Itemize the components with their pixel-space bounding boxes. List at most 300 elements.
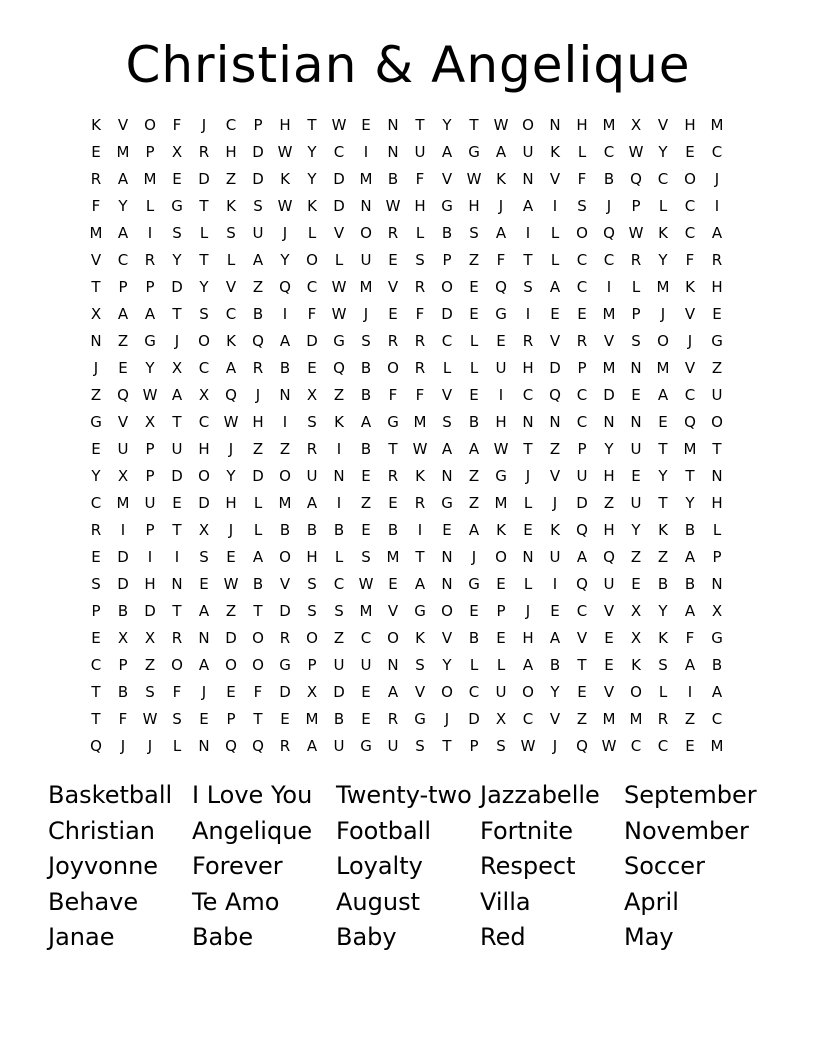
word-list-item: Christian <box>48 816 156 845</box>
grid-letter: P <box>577 440 587 458</box>
grid-letter: R <box>198 143 210 161</box>
grid-letter: O <box>252 656 264 674</box>
grid-letter: W <box>142 386 158 404</box>
grid-letter: K <box>334 413 344 431</box>
grid-letter: Y <box>442 116 452 134</box>
grid-letter: K <box>307 197 317 215</box>
grid-letter: A <box>522 656 534 674</box>
grid-letter: E <box>280 710 290 728</box>
word-list-item: Red <box>480 923 526 951</box>
grid-letter: E <box>172 170 182 188</box>
grid-letter: J <box>228 521 234 539</box>
grid-letter: O <box>522 683 534 701</box>
grid-letter: F <box>91 197 101 215</box>
grid-letter: R <box>144 251 156 269</box>
grid-letter: C <box>333 143 345 161</box>
grid-letter: S <box>361 548 371 566</box>
grid-letter: Z <box>333 629 345 647</box>
grid-letter: Q <box>225 737 237 755</box>
grid-letter: T <box>91 683 101 701</box>
grid-letter: A <box>279 332 291 350</box>
grid-letter: N <box>198 737 210 755</box>
grid-letter: D <box>576 494 588 512</box>
grid-letter: A <box>117 224 129 242</box>
grid-letter: F <box>685 251 695 269</box>
grid-letter: B <box>360 440 372 458</box>
grid-letter: Z <box>225 602 237 620</box>
grid-letter: L <box>658 197 668 215</box>
grid-letter: U <box>630 440 642 458</box>
grid-letter: V <box>603 683 615 701</box>
grid-letter: Q <box>576 575 588 593</box>
grid-letter: N <box>441 548 453 566</box>
grid-letter: C <box>657 170 669 188</box>
grid-letter: U <box>522 143 534 161</box>
word-list-item: Angelique <box>192 816 313 845</box>
grid-letter: B <box>306 521 318 539</box>
grid-letter: B <box>441 224 453 242</box>
grid-letter: C <box>684 224 696 242</box>
grid-letter: V <box>414 683 426 701</box>
grid-letter: U <box>495 683 507 701</box>
word-list-item: May <box>624 923 674 951</box>
grid-letter: S <box>469 224 479 242</box>
grid-letter: M <box>683 440 697 458</box>
grid-letter: T <box>307 116 317 134</box>
grid-letter: J <box>93 359 99 377</box>
grid-letter: M <box>89 224 103 242</box>
grid-letter: Q <box>684 413 696 431</box>
grid-letter: Z <box>360 494 372 512</box>
grid-letter: U <box>171 440 183 458</box>
grid-letter: E <box>199 710 209 728</box>
grid-letter: D <box>252 170 264 188</box>
grid-letter: M <box>494 494 508 512</box>
grid-letter: T <box>415 116 425 134</box>
grid-letter: S <box>172 224 182 242</box>
grid-letter: O <box>657 332 669 350</box>
grid-letter: A <box>576 548 588 566</box>
grid-letter: S <box>307 413 317 431</box>
grid-letter: E <box>361 467 371 485</box>
grid-letter: P <box>631 197 641 215</box>
grid-letter: D <box>441 305 453 323</box>
grid-letter: W <box>601 737 617 755</box>
grid-letter: O <box>576 224 588 242</box>
grid-letter: O <box>225 656 237 674</box>
grid-letter: J <box>282 224 288 242</box>
grid-letter: Q <box>495 278 507 296</box>
grid-letter: M <box>143 170 157 188</box>
grid-letter: C <box>522 386 534 404</box>
grid-letter: P <box>577 359 587 377</box>
grid-letter: E <box>91 629 101 647</box>
grid-letter: F <box>496 251 506 269</box>
grid-letter: N <box>711 575 723 593</box>
grid-letter: U <box>117 440 129 458</box>
grid-letter: Z <box>684 710 696 728</box>
grid-letter: M <box>602 359 616 377</box>
grid-letter: L <box>523 575 533 593</box>
grid-letter: C <box>576 278 588 296</box>
grid-letter: L <box>550 224 560 242</box>
grid-letter: N <box>711 467 723 485</box>
grid-letter: Y <box>145 359 155 377</box>
grid-letter: A <box>252 251 264 269</box>
grid-letter: P <box>469 737 479 755</box>
grid-letter: E <box>199 575 209 593</box>
grid-letter: H <box>495 413 507 431</box>
grid-letter: Z <box>90 386 102 404</box>
grid-letter: G <box>171 197 183 215</box>
grid-letter: V <box>333 224 345 242</box>
grid-letter: L <box>658 683 668 701</box>
grid-letter: Z <box>657 548 669 566</box>
grid-letter: H <box>684 116 696 134</box>
grid-letter: U <box>333 737 345 755</box>
grid-letter: A <box>117 170 129 188</box>
grid-letter: G <box>468 143 480 161</box>
grid-letter: Y <box>91 467 101 485</box>
word-list-item: November <box>624 816 749 845</box>
grid-letter: T <box>172 521 182 539</box>
grid-letter: P <box>145 278 155 296</box>
grid-letter: Y <box>442 656 452 674</box>
grid-letter: L <box>577 143 587 161</box>
grid-letter: Z <box>468 467 480 485</box>
grid-letter: B <box>468 413 480 431</box>
grid-letter: A <box>252 548 264 566</box>
grid-letter: X <box>198 386 210 404</box>
grid-letter: A <box>522 197 534 215</box>
grid-letter: V <box>117 413 129 431</box>
grid-letter: S <box>442 413 452 431</box>
grid-letter: T <box>172 413 182 431</box>
grid-letter: Z <box>252 278 264 296</box>
grid-letter: N <box>387 116 399 134</box>
grid-letter: W <box>331 116 347 134</box>
grid-letter: M <box>602 116 616 134</box>
grid-letter: C <box>198 413 210 431</box>
grid-letter: X <box>306 386 318 404</box>
grid-letter: N <box>279 386 291 404</box>
grid-letter: C <box>522 710 534 728</box>
grid-letter: D <box>144 602 156 620</box>
grid-letter: G <box>711 629 723 647</box>
grid-letter: E <box>712 305 722 323</box>
grid-letter: Z <box>630 548 642 566</box>
grid-letter: B <box>117 602 129 620</box>
grid-letter: H <box>711 494 723 512</box>
word-list-item: August <box>336 887 420 916</box>
grid-letter: D <box>333 170 345 188</box>
grid-letter: X <box>171 359 183 377</box>
grid-letter: I <box>552 197 558 215</box>
grid-letter: Q <box>603 548 615 566</box>
grid-letter: B <box>549 656 561 674</box>
grid-letter: R <box>711 251 723 269</box>
grid-letter: O <box>171 656 183 674</box>
grid-letter: H <box>603 467 615 485</box>
grid-letter: F <box>118 710 128 728</box>
grid-letter: C <box>225 305 237 323</box>
grid-letter: T <box>91 278 101 296</box>
grid-letter: V <box>387 278 399 296</box>
grid-letter: L <box>172 737 182 755</box>
grid-letter: B <box>117 683 129 701</box>
grid-letter: Z <box>279 440 291 458</box>
word-list-item: Jazzabelle <box>480 781 600 809</box>
grid-letter: N <box>522 548 534 566</box>
grid-letter: N <box>171 575 183 593</box>
grid-letter: E <box>577 683 587 701</box>
grid-letter: A <box>414 575 426 593</box>
grid-letter: X <box>630 629 642 647</box>
grid-letter: U <box>387 737 399 755</box>
grid-letter: Y <box>685 494 695 512</box>
grid-letter: D <box>198 494 210 512</box>
grid-letter: I <box>714 197 720 215</box>
grid-letter: K <box>550 521 560 539</box>
grid-letter: J <box>201 116 207 134</box>
grid-letter: M <box>602 710 616 728</box>
grid-letter: J <box>228 440 234 458</box>
grid-letter: E <box>496 332 506 350</box>
grid-letter: A <box>549 278 561 296</box>
grid-letter: J <box>471 548 477 566</box>
grid-letter: E <box>604 629 614 647</box>
grid-letter: L <box>496 656 506 674</box>
grid-letter: N <box>360 197 372 215</box>
grid-letter: R <box>414 494 426 512</box>
word-list-item: Janae <box>48 923 115 951</box>
grid-letter: R <box>90 170 102 188</box>
grid-letter: C <box>225 116 237 134</box>
grid-letter: O <box>441 602 453 620</box>
grid-letter: H <box>225 494 237 512</box>
grid-letter: A <box>441 143 453 161</box>
grid-letter: L <box>226 251 236 269</box>
grid-letter: E <box>388 494 398 512</box>
grid-letter: O <box>441 683 453 701</box>
grid-letter: C <box>711 143 723 161</box>
grid-letter: Q <box>90 737 102 755</box>
grid-letter: I <box>498 386 504 404</box>
grid-letter: D <box>252 143 264 161</box>
grid-letter: H <box>225 143 237 161</box>
grid-letter: E <box>172 494 182 512</box>
grid-letter: P <box>145 440 155 458</box>
grid-letter: P <box>118 278 128 296</box>
grid-letter: C <box>576 386 588 404</box>
grid-letter: B <box>468 629 480 647</box>
grid-letter: T <box>469 116 479 134</box>
grid-letter: E <box>91 440 101 458</box>
grid-letter: D <box>333 683 345 701</box>
grid-letter: V <box>603 602 615 620</box>
grid-letter: R <box>279 737 291 755</box>
grid-letter: S <box>658 656 668 674</box>
grid-letter: I <box>525 224 531 242</box>
grid-letter: E <box>550 305 560 323</box>
grid-letter: V <box>549 332 561 350</box>
grid-letter: G <box>144 332 156 350</box>
grid-letter: L <box>550 251 560 269</box>
grid-letter: T <box>577 656 587 674</box>
grid-letter: Q <box>576 521 588 539</box>
grid-letter: N <box>522 413 534 431</box>
grid-letter: X <box>630 116 642 134</box>
grid-letter: C <box>90 494 102 512</box>
word-list-item: Villa <box>480 887 531 916</box>
grid-letter: S <box>631 332 641 350</box>
grid-letter: W <box>385 197 401 215</box>
grid-letter: K <box>631 656 641 674</box>
grid-letter: W <box>493 440 509 458</box>
grid-letter: J <box>201 683 207 701</box>
grid-letter: E <box>658 413 668 431</box>
grid-letter: K <box>226 332 236 350</box>
grid-letter: B <box>333 710 345 728</box>
grid-letter: K <box>658 521 668 539</box>
word-list-item: Baby <box>336 923 397 951</box>
grid-letter: Z <box>576 710 588 728</box>
grid-letter: A <box>225 359 237 377</box>
grid-letter: A <box>198 602 210 620</box>
grid-letter: Q <box>333 359 345 377</box>
grid-letter: N <box>441 575 453 593</box>
grid-letter: B <box>279 521 291 539</box>
grid-letter: R <box>657 710 669 728</box>
grid-letter: N <box>549 116 561 134</box>
grid-letter: B <box>333 521 345 539</box>
grid-letter: R <box>414 359 426 377</box>
grid-letter: S <box>415 251 425 269</box>
grid-letter: P <box>91 602 101 620</box>
grid-letter: H <box>576 116 588 134</box>
grid-letter: H <box>279 116 291 134</box>
grid-letter: I <box>174 548 180 566</box>
grid-letter: G <box>495 305 507 323</box>
grid-letter: Q <box>603 224 615 242</box>
grid-letter: E <box>388 305 398 323</box>
grid-letter: X <box>117 467 129 485</box>
grid-letter: A <box>495 143 507 161</box>
grid-letter: A <box>684 602 696 620</box>
grid-letter: E <box>307 359 317 377</box>
grid-letter: M <box>710 737 724 755</box>
grid-letter: G <box>441 494 453 512</box>
grid-letter: R <box>252 359 264 377</box>
grid-letter: W <box>412 440 428 458</box>
word-list-item: Babe <box>192 923 254 951</box>
grid-letter: Q <box>225 386 237 404</box>
grid-letter: J <box>525 467 531 485</box>
grid-letter: G <box>468 575 480 593</box>
grid-letter: B <box>252 305 264 323</box>
grid-letter: O <box>360 224 372 242</box>
grid-letter: A <box>306 737 318 755</box>
grid-letter: A <box>441 440 453 458</box>
grid-letter: X <box>630 602 642 620</box>
grid-letter: E <box>118 359 128 377</box>
grid-letter: D <box>468 710 480 728</box>
grid-letter: C <box>603 143 615 161</box>
grid-letter: I <box>606 278 612 296</box>
grid-letter: T <box>388 440 398 458</box>
grid-letter: P <box>145 467 155 485</box>
grid-letter: I <box>336 440 342 458</box>
grid-letter: R <box>387 332 399 350</box>
grid-letter: N <box>603 413 615 431</box>
grid-letter: N <box>522 170 534 188</box>
grid-letter: Q <box>252 332 264 350</box>
grid-letter: E <box>523 521 533 539</box>
grid-letter: A <box>468 521 480 539</box>
grid-letter: O <box>387 359 399 377</box>
grid-letter: J <box>606 197 612 215</box>
grid-letter: T <box>91 710 101 728</box>
grid-letter: T <box>442 737 452 755</box>
grid-letter: Z <box>711 359 723 377</box>
grid-letter: E <box>604 656 614 674</box>
grid-letter: G <box>495 467 507 485</box>
grid-letter: W <box>628 143 644 161</box>
grid-letter: T <box>523 440 533 458</box>
grid-letter: E <box>685 737 695 755</box>
grid-letter: O <box>198 332 210 350</box>
grid-letter: K <box>685 278 695 296</box>
grid-letter: N <box>387 656 399 674</box>
grid-letter: M <box>305 710 319 728</box>
grid-letter: E <box>226 683 236 701</box>
grid-letter: S <box>361 332 371 350</box>
grid-letter: V <box>117 116 129 134</box>
grid-letter: S <box>199 548 209 566</box>
grid-letter: R <box>306 440 318 458</box>
grid-letter: T <box>172 305 182 323</box>
grid-letter: P <box>226 710 236 728</box>
grid-letter: P <box>307 656 317 674</box>
grid-letter: C <box>468 683 480 701</box>
grid-letter: B <box>360 386 372 404</box>
grid-letter: H <box>711 278 723 296</box>
grid-letter: M <box>602 305 616 323</box>
grid-letter: F <box>577 170 587 188</box>
grid-letter: A <box>711 224 723 242</box>
grid-letter: H <box>603 521 615 539</box>
grid-letter: E <box>469 278 479 296</box>
grid-letter: V <box>684 359 696 377</box>
grid-letter: M <box>278 494 292 512</box>
grid-letter: I <box>552 575 558 593</box>
grid-letter: U <box>576 467 588 485</box>
grid-letter: T <box>658 440 668 458</box>
grid-letter: Y <box>307 170 317 188</box>
grid-letter: G <box>441 197 453 215</box>
grid-letter: J <box>660 305 666 323</box>
grid-letter: H <box>522 629 534 647</box>
grid-letter: C <box>630 737 642 755</box>
grid-letter: K <box>658 629 668 647</box>
grid-letter: W <box>331 305 347 323</box>
grid-letter: O <box>495 548 507 566</box>
grid-letter: D <box>252 467 264 485</box>
grid-letter: L <box>442 359 452 377</box>
grid-letter: R <box>171 629 183 647</box>
grid-letter: E <box>550 602 560 620</box>
grid-letter: Z <box>603 494 615 512</box>
